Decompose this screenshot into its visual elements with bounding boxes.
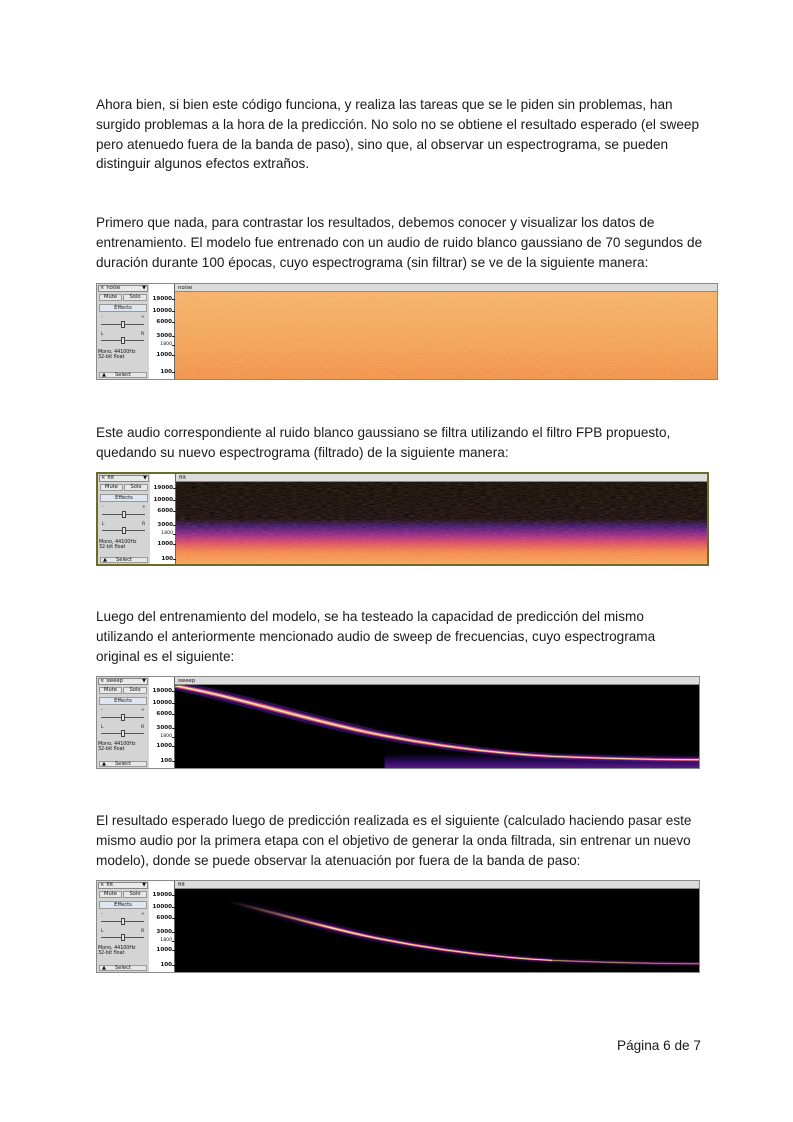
track-info — [98, 742, 135, 753]
solo-button[interactable]: Solo — [124, 484, 148, 491]
close-icon[interactable]: × — [101, 475, 106, 481]
ruler-tick: 6000 — [156, 915, 172, 921]
pan-slider-knob[interactable] — [122, 527, 126, 534]
paragraph-5 — [96, 811, 706, 870]
ruler-tick: 1800 — [160, 938, 172, 943]
gain-plus-label: + — [141, 708, 145, 713]
effects-button[interactable]: Effects — [99, 901, 147, 909]
ruler-tick: 1000 — [156, 947, 172, 953]
ruler-tick: 1800 — [160, 734, 172, 739]
pan-slider[interactable] — [101, 340, 144, 341]
spectrogram-track-sweep — [96, 676, 700, 769]
gain-slider-knob[interactable] — [121, 918, 125, 925]
close-icon[interactable]: × — [100, 882, 105, 888]
gain-slider-knob[interactable] — [121, 321, 125, 328]
chevron-down-icon[interactable]: ▼ — [142, 285, 146, 291]
track-control-panel — [97, 284, 150, 379]
spectrogram-image — [175, 292, 717, 379]
track-name: noise — [106, 285, 121, 291]
track-name: filt — [107, 475, 115, 481]
paragraph-4 — [96, 607, 706, 666]
spectrogram-filt-noise — [176, 482, 707, 564]
pan-slider-knob[interactable] — [121, 934, 125, 941]
page-number: Página 6 de 7 — [617, 1038, 701, 1053]
pan-right-label: R — [142, 522, 146, 527]
effects-button[interactable]: Effects — [99, 697, 147, 705]
track-format: Mono, 44100Hz — [98, 946, 136, 951]
select-button[interactable] — [99, 372, 147, 378]
paragraph-line: modelo), donde se puede observar la atenuación por fuera de la banda de paso: — [96, 852, 581, 868]
track-bit-depth: 32-bit float — [98, 747, 125, 753]
ruler-tick: 3000 — [156, 929, 172, 935]
pan-left-label: L — [102, 522, 105, 527]
collapse-arrow-icon[interactable]: ▲ — [102, 372, 106, 378]
track-info — [98, 350, 135, 361]
gain-plus-label: + — [141, 315, 145, 320]
gain-slider-knob[interactable] — [121, 714, 125, 721]
track-title-bar: noise — [175, 284, 717, 292]
pan-left-label: L — [101, 725, 104, 730]
ruler-tick: 1000 — [157, 541, 173, 547]
spectrogram-track-filt-sweep — [96, 880, 700, 973]
paragraph-line: Este audio correspondiente al ruido blanco gaussiano se filtra utilizando el filtro FPB propuesto, — [96, 425, 671, 440]
track-title-bar: filt — [176, 474, 707, 482]
pan-slider[interactable] — [101, 937, 144, 938]
chevron-down-icon[interactable]: ▼ — [142, 882, 146, 888]
track-bit-depth: 32-bit float — [98, 355, 125, 361]
ruler-tick: 19000 — [152, 296, 172, 302]
gain-slider[interactable] — [101, 717, 144, 718]
paragraph-line: Luego del entrenamiento del modelo, se ha testeado la capacidad de predicción del mismo — [96, 609, 644, 624]
gain-plus-label: + — [141, 912, 145, 917]
spectrogram-sweep — [175, 685, 699, 768]
ruler-tick: 6000 — [156, 711, 172, 717]
frequency-ruler — [149, 881, 175, 972]
select-label: Select — [114, 761, 131, 767]
spectrogram-noise — [175, 292, 717, 379]
pan-right-label: R — [141, 332, 145, 337]
spectrogram-filt-sweep — [175, 889, 699, 972]
track-format: Mono, 44100Hz — [99, 540, 137, 545]
ruler-tick: 19000 — [152, 892, 172, 898]
select-button[interactable] — [100, 557, 148, 563]
pan-slider-knob[interactable] — [121, 730, 125, 737]
pan-slider-knob[interactable] — [121, 337, 125, 344]
paragraph-line: pero atenuedo fuera de la banda de paso), sino que, al observar un espectrograma, se pueden — [96, 136, 669, 152]
gain-minus-label: - — [102, 505, 104, 510]
spectrogram-image — [176, 482, 707, 564]
select-label: Select — [115, 557, 132, 563]
collapse-arrow-icon[interactable]: ▲ — [103, 557, 107, 563]
paragraph-line: surgido problemas a la hora de la predicción. No solo no se obtiene el resultado esperado (el sweep — [96, 116, 700, 132]
ruler-tick: 100 — [161, 556, 173, 562]
select-label: Select — [114, 965, 131, 971]
spectrogram-image — [175, 685, 699, 768]
spectrogram-track-filt — [96, 472, 709, 566]
effects-button[interactable]: Effects — [100, 494, 148, 502]
spectrogram-image — [175, 889, 699, 972]
ruler-tick: 3000 — [156, 725, 172, 731]
frequency-ruler — [149, 284, 175, 379]
ruler-tick: 100 — [160, 758, 172, 764]
select-label: Select — [114, 372, 131, 378]
ruler-tick: 10000 — [152, 700, 172, 706]
paragraph-line: original es el siguiente: — [96, 648, 235, 664]
pan-right-label: R — [141, 929, 145, 934]
ruler-tick: 6000 — [156, 319, 172, 325]
ruler-tick: 10000 — [152, 308, 172, 314]
track-control-panel — [98, 474, 151, 564]
ruler-tick: 3000 — [157, 522, 173, 528]
gain-minus-label: - — [101, 708, 103, 713]
pan-left-label: L — [101, 332, 104, 337]
ruler-tick: 100 — [160, 369, 172, 375]
track-control-panel — [97, 881, 150, 972]
track-title-bar: filt — [175, 881, 699, 889]
paragraph-line: utilizando el anteriormente mencionado audio de sweep de frecuencias, cuyo espectrograma — [96, 628, 656, 644]
track-name-menu[interactable] — [99, 475, 149, 482]
paragraph-2 — [96, 213, 706, 272]
track-name-menu[interactable] — [98, 678, 148, 685]
track-name: filt — [106, 882, 114, 888]
solo-button[interactable]: Solo — [123, 891, 147, 898]
ruler-tick: 19000 — [153, 485, 173, 491]
solo-button[interactable]: Solo — [123, 687, 147, 694]
ruler-tick: 10000 — [153, 497, 173, 503]
track-control-panel — [97, 677, 150, 768]
frequency-ruler — [150, 474, 176, 564]
ruler-tick: 1000 — [156, 352, 172, 358]
select-button[interactable] — [99, 761, 147, 767]
ruler-tick: 19000 — [152, 688, 172, 694]
gain-slider[interactable] — [101, 324, 144, 325]
effects-button[interactable]: Effects — [99, 304, 147, 312]
track-format: Mono, 44100Hz — [98, 742, 136, 747]
paragraph-3 — [96, 423, 706, 463]
track-bit-depth: 32-bit float — [98, 951, 125, 957]
ruler-tick: 6000 — [157, 508, 173, 514]
gain-minus-label: - — [101, 912, 103, 917]
track-name-menu[interactable] — [98, 285, 148, 292]
paragraph-line: mismo audio por la primera etapa con el objetivo de generar la onda filtrada, sin entrenar un nuevo — [96, 832, 691, 848]
pan-slider[interactable] — [101, 733, 144, 734]
select-button[interactable] — [99, 965, 147, 971]
mute-button[interactable]: Mute — [100, 484, 123, 491]
gain-plus-label: + — [142, 505, 146, 510]
ruler-tick: 3000 — [156, 333, 172, 339]
pan-right-label: R — [141, 725, 145, 730]
track-name-menu[interactable] — [98, 882, 148, 889]
gain-minus-label: - — [101, 315, 103, 320]
track-info — [98, 946, 135, 957]
mute-button[interactable]: Mute — [99, 687, 122, 694]
spectrogram-track-noise — [96, 283, 718, 380]
solo-button[interactable]: Solo — [123, 294, 147, 301]
gain-slider[interactable] — [101, 921, 144, 922]
ruler-tick: 1800 — [160, 342, 172, 347]
ruler-tick: 1800 — [161, 531, 173, 536]
chevron-down-icon[interactable]: ▼ — [142, 678, 146, 684]
paragraph-line: El resultado esperado luego de predicción realizada es el siguiente (calculado haciendo pasar este — [96, 813, 692, 828]
mute-button[interactable]: Mute — [99, 294, 122, 301]
close-icon[interactable]: × — [100, 285, 105, 291]
paragraph-line: duración durante 100 épocas, cuyo espectrograma (sin filtrar) se ve de la siguiente manera: — [96, 254, 649, 270]
close-icon[interactable]: × — [100, 678, 105, 684]
ruler-tick: 1000 — [156, 743, 172, 749]
paragraph-line: distinguir algunos efectos extraños. — [96, 156, 310, 172]
mute-button[interactable]: Mute — [99, 891, 122, 898]
ruler-tick: 100 — [160, 962, 172, 968]
pan-left-label: L — [101, 929, 104, 934]
paragraph-line: entrenamiento. El modelo fue entrenado con un audio de ruido blanco gaussiano de 70 segundos de — [96, 234, 703, 250]
track-format: Mono, 44100Hz — [98, 350, 136, 355]
paragraph-line: Primero que nada, para contrastar los resultados, debemos conocer y visualizar los datos de — [96, 215, 655, 230]
pan-slider[interactable] — [102, 530, 145, 531]
chevron-down-icon[interactable]: ▼ — [143, 475, 147, 481]
gain-slider-knob[interactable] — [122, 511, 126, 518]
paragraph-line: Ahora bien, si bien este código funciona, y realiza las tareas que se le piden sin problemas, han — [96, 97, 673, 112]
paragraph-1 — [96, 95, 706, 174]
track-title-bar: sweep — [175, 677, 699, 685]
collapse-arrow-icon[interactable]: ▲ — [102, 965, 106, 971]
gain-slider[interactable] — [102, 514, 145, 515]
track-bit-depth: 32-bit float — [99, 545, 126, 551]
track-info — [99, 540, 136, 551]
collapse-arrow-icon[interactable]: ▲ — [102, 761, 106, 767]
paragraph-line: quedando su nuevo espectrograma (filtrado) de la siguiente manera: — [96, 444, 509, 460]
ruler-tick: 10000 — [152, 904, 172, 910]
frequency-ruler — [149, 677, 175, 768]
track-name: sweep — [106, 678, 123, 684]
